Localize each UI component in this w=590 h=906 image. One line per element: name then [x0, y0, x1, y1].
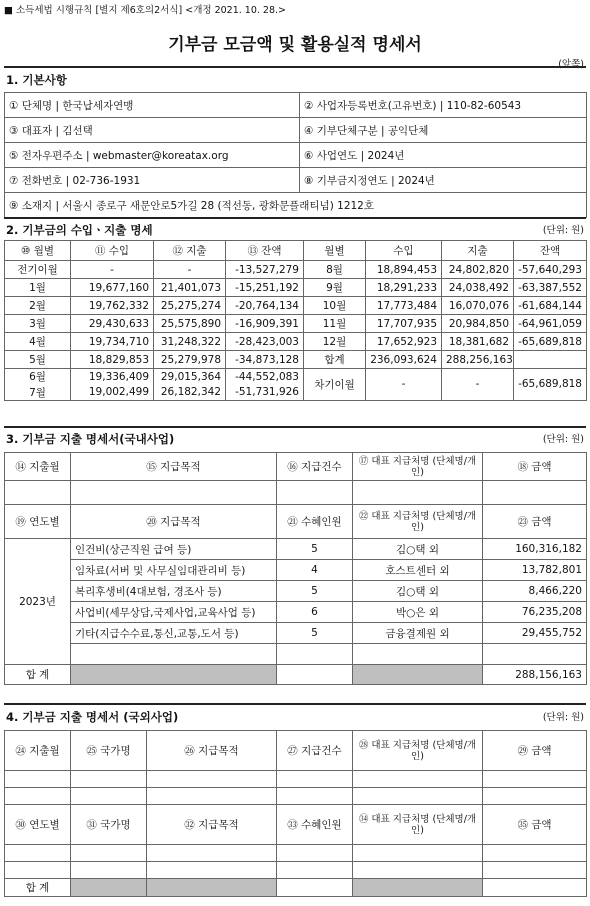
count-cell: 5 [277, 539, 353, 560]
payee-cell: 김○택 외 [353, 581, 483, 602]
section4-unit: (단위: 원) [542, 712, 584, 723]
purpose-cell: 기타(지급수수료,통신,교통,도서 등) [71, 623, 277, 644]
header-year: ㉚ 연도별 [5, 805, 71, 845]
expense-cell: 25,575,890 [154, 315, 226, 333]
empty-cell [483, 788, 587, 805]
count-cell: 4 [277, 560, 353, 581]
empty-cell [147, 845, 277, 862]
month-cell: 2월 [5, 297, 71, 315]
total-label: 합 계 [5, 879, 71, 897]
payee-cell: 박○은 외 [353, 602, 483, 623]
header-payee: ㉘ 대표 지급처명 (단체명/개인) [353, 731, 483, 771]
empty-cell [277, 481, 353, 505]
empty-cell [353, 771, 483, 788]
section2-heading: 2. 기부금의 수입ㆍ지출 명세 [6, 223, 153, 237]
empty-row [5, 771, 587, 788]
table-row [5, 315, 587, 333]
balance-cell: -61,684,144 [514, 297, 587, 315]
expense-cell: 25,275,274 [154, 297, 226, 315]
table-row [5, 560, 587, 581]
header-purpose: ⑮ 지급목적 [71, 453, 277, 481]
info-cell: ① 단체명 | 한국납세자연맹 [5, 93, 300, 118]
empty-cell [5, 771, 71, 788]
month-cell: 6월 [5, 369, 71, 385]
empty-cell [5, 788, 71, 805]
page-title: 기부금 모금액 및 활용실적 명세서 [168, 35, 422, 55]
balance-cell: -65,689,818 [514, 333, 587, 351]
empty-row [5, 862, 587, 879]
income-cell: 19,677,160 [71, 279, 154, 297]
income-cell: 19,002,499 [71, 385, 154, 401]
header-purpose: ㉖ 지급목적 [147, 731, 277, 771]
info-cell: ③ 대표자 | 김선택 [5, 118, 300, 143]
empty-cell [353, 788, 483, 805]
month-cell: 7월 [5, 385, 71, 401]
section3-bar [4, 426, 586, 428]
empty-cell [353, 481, 483, 505]
section3-heading: 3. 기부금 지출 명세서(국내사업) [6, 432, 175, 446]
count-cell: 5 [277, 623, 353, 644]
empty-cell [71, 644, 277, 665]
basic-info-table [4, 92, 587, 218]
expense-cell: 18,381,682 [442, 333, 514, 351]
empty-cell [147, 771, 277, 788]
header-payee-2: ㉒ 대표 지급처명 (단체명/개인) [353, 505, 483, 539]
header-amount: ⑱ 금액 [483, 453, 587, 481]
domestic-expense-table [4, 452, 587, 685]
info-cell: ⑥ 사업연도 | 2024년 [300, 143, 587, 168]
header-purpose-2: ⑳ 지급목적 [71, 505, 277, 539]
carry-income-cell: - [366, 369, 442, 401]
month-cell: 9월 [304, 279, 366, 297]
section2-bar [4, 217, 586, 219]
header-income-2: 수입 [366, 241, 442, 261]
header-month-2: 월별 [304, 241, 366, 261]
info-cell: ④ 기부단체구분 | 공익단체 [300, 118, 587, 143]
balance-cell: -15,251,192 [226, 279, 304, 297]
empty-cell [5, 862, 71, 879]
purpose-cell: 인건비(상근직원 급여 등) [71, 539, 277, 560]
expense-cell: 25,279,978 [154, 351, 226, 369]
expense-cell: 24,802,820 [442, 261, 514, 279]
header-count: ㉗ 지급건수 [277, 731, 353, 771]
empty-cell [5, 481, 71, 505]
month-cell: 11월 [304, 315, 366, 333]
empty-cell [147, 788, 277, 805]
empty-cell [71, 481, 277, 505]
income-cell: 19,734,710 [71, 333, 154, 351]
month-cell: 10월 [304, 297, 366, 315]
total-row [5, 879, 587, 897]
month-cell: 5월 [5, 351, 71, 369]
month-cell: 8월 [304, 261, 366, 279]
payee-cell: 호스트센터 외 [353, 560, 483, 581]
total-label: 합 계 [5, 665, 71, 685]
header-expense: ⑫ 지출 [154, 241, 226, 261]
header-amount: ㉙ 금액 [483, 731, 587, 771]
page-label: (앞쪽) [558, 59, 584, 70]
empty-cell [71, 788, 147, 805]
expense-cell: 16,070,076 [442, 297, 514, 315]
expense-cell: 21,401,073 [154, 279, 226, 297]
expense-cell: 26,182,342 [154, 385, 226, 401]
empty-cell [277, 879, 353, 897]
table-row [5, 351, 587, 369]
month-cell: 3월 [5, 315, 71, 333]
total-row [5, 665, 587, 685]
payee-cell: 김○택 외 [353, 539, 483, 560]
section3-unit: (단위: 원) [542, 434, 584, 445]
header-amount-2: ㉟ 금액 [483, 805, 587, 845]
balance-cell: -34,873,128 [226, 351, 304, 369]
overseas-expense-table [4, 730, 587, 897]
expense-cell: 20,984,850 [442, 315, 514, 333]
header-count: ⑯ 지급건수 [277, 453, 353, 481]
table-row [5, 623, 587, 644]
expense-cell: - [154, 261, 226, 279]
empty-row [5, 845, 587, 862]
income-cell: - [71, 261, 154, 279]
empty-cell [277, 644, 353, 665]
total-balance-cell [514, 351, 587, 369]
balance-cell: -51,731,926 [226, 385, 304, 401]
table-row [5, 333, 587, 351]
empty-cell [483, 771, 587, 788]
total-expense-cell: 288,256,163 [442, 351, 514, 369]
month-cell: 12월 [304, 333, 366, 351]
balance-cell: -63,387,552 [514, 279, 587, 297]
balance-cell: -44,552,083 [226, 369, 304, 385]
income-cell: 19,336,409 [71, 369, 154, 385]
amount-cell: 76,235,208 [483, 602, 587, 623]
top-note: ■ 소득세법 시행규칙 [별지 제6호의2서식] <개정 2021. 10. 28.> [4, 5, 286, 16]
income-cell: 17,773,484 [366, 297, 442, 315]
purpose-cell: 복리후생비(4대보험, 경조사 등) [71, 581, 277, 602]
empty-row [5, 644, 587, 665]
balance-cell: -13,527,279 [226, 261, 304, 279]
balance-cell: -64,961,059 [514, 315, 587, 333]
expense-cell: 29,015,364 [154, 369, 226, 385]
amount-cell: 160,316,182 [483, 539, 587, 560]
header-country: ㉕ 국가명 [71, 731, 147, 771]
empty-cell [147, 862, 277, 879]
total-amount: 288,156,163 [483, 665, 587, 685]
total-label-cell: 합계 [304, 351, 366, 369]
section2-unit: (단위: 원) [542, 225, 584, 236]
empty-cell [277, 771, 353, 788]
expense-cell: 24,038,492 [442, 279, 514, 297]
empty-cell [353, 862, 483, 879]
balance-cell: -28,423,003 [226, 333, 304, 351]
empty-cell [483, 862, 587, 879]
header-payee: ⑰ 대표 지급처명 (단체명/개인) [353, 453, 483, 481]
income-cell: 19,762,332 [71, 297, 154, 315]
header-amount-2: ㉓ 금액 [483, 505, 587, 539]
info-cell: ⑤ 전자우편주소 | webmaster@koreatax.org [5, 143, 300, 168]
carry-expense-cell: - [442, 369, 514, 401]
empty-cell [71, 771, 147, 788]
table-row [5, 602, 587, 623]
count-cell: 5 [277, 581, 353, 602]
empty-cell [353, 644, 483, 665]
info-cell: ⑧ 기부금지정연도 | 2024년 [300, 168, 587, 193]
balance-cell: -20,764,134 [226, 297, 304, 315]
empty-cell [277, 788, 353, 805]
header-balance-2: 잔액 [514, 241, 587, 261]
table-row [5, 581, 587, 602]
carry-balance-cell: -65,689,818 [514, 369, 587, 401]
purpose-cell: 임차료(서버 및 사무실임대관리비 등) [71, 560, 277, 581]
table-row [5, 279, 587, 297]
info-cell: ⑦ 전화번호 | 02-736-1931 [5, 168, 300, 193]
grey-cell [353, 665, 483, 685]
month-cell: 4월 [5, 333, 71, 351]
income-cell: 18,894,453 [366, 261, 442, 279]
income-cell: 18,829,853 [71, 351, 154, 369]
header-year: ⑲ 연도별 [5, 505, 71, 539]
section1-bar [4, 66, 586, 68]
table-row [5, 539, 587, 560]
income-cell: 18,291,233 [366, 279, 442, 297]
table-row [5, 297, 587, 315]
carry-label-cell: 차기이월 [304, 369, 366, 401]
grey-cell [353, 879, 483, 897]
table-row [5, 261, 587, 279]
balance-cell: -57,640,293 [514, 261, 587, 279]
header-income: ⑪ 수입 [71, 241, 154, 261]
income-expense-table [4, 240, 587, 401]
month-cell: 1월 [5, 279, 71, 297]
payee-cell: 금융결제원 외 [353, 623, 483, 644]
header-purpose-2: ㉜ 지급목적 [147, 805, 277, 845]
amount-cell: 29,455,752 [483, 623, 587, 644]
empty-cell [71, 845, 147, 862]
year-cell: 2023년 [5, 539, 71, 665]
grey-cell [71, 879, 147, 897]
empty-cell [277, 665, 353, 685]
total-income-cell: 236,093,624 [366, 351, 442, 369]
amount-cell: 13,782,801 [483, 560, 587, 581]
header-balance: ⑬ 잔액 [226, 241, 304, 261]
header-beneficiaries: ㉑ 수혜인원 [277, 505, 353, 539]
header-month: ⑩ 월별 [5, 241, 71, 261]
section4-heading: 4. 기부금 지출 명세서 (국외사업) [6, 710, 179, 724]
empty-row [5, 788, 587, 805]
month-cell: 전기이월 [5, 261, 71, 279]
header-country-2: ㉛ 국가명 [71, 805, 147, 845]
income-cell: 29,430,633 [71, 315, 154, 333]
grey-cell [147, 879, 277, 897]
empty-cell [71, 862, 147, 879]
empty-cell [277, 862, 353, 879]
empty-cell [483, 644, 587, 665]
address-cell: ⑨ 소재지 | 서울시 종로구 새문안로5가길 28 (적선동, 광화문플래티넘) 1212호 [5, 193, 587, 218]
empty-cell [483, 845, 587, 862]
count-cell: 6 [277, 602, 353, 623]
income-cell: 17,707,935 [366, 315, 442, 333]
header-expense-month: ㉔ 지출월 [5, 731, 71, 771]
table-row [5, 369, 587, 385]
info-cell: ② 사업자등록번호(고유번호) | 110-82-60543 [300, 93, 587, 118]
empty-cell [483, 481, 587, 505]
header-payee-2: ㉞ 대표 지급처명 (단체명/개인) [353, 805, 483, 845]
header-beneficiaries: ㉝ 수혜인원 [277, 805, 353, 845]
grey-cell [71, 665, 277, 685]
balance-cell: -16,909,391 [226, 315, 304, 333]
section1-heading: 1. 기본사항 [6, 73, 67, 87]
empty-cell [5, 845, 71, 862]
section4-bar [4, 703, 586, 705]
purpose-cell: 사업비(세무상담,국제사업,교육사업 등) [71, 602, 277, 623]
income-cell: 17,652,923 [366, 333, 442, 351]
header-expense-month: ⑭ 지출월 [5, 453, 71, 481]
empty-cell [353, 845, 483, 862]
expense-cell: 31,248,322 [154, 333, 226, 351]
amount-cell: 8,466,220 [483, 581, 587, 602]
empty-cell [277, 845, 353, 862]
empty-row [5, 481, 587, 505]
empty-cell [483, 879, 587, 897]
header-expense-2: 지출 [442, 241, 514, 261]
